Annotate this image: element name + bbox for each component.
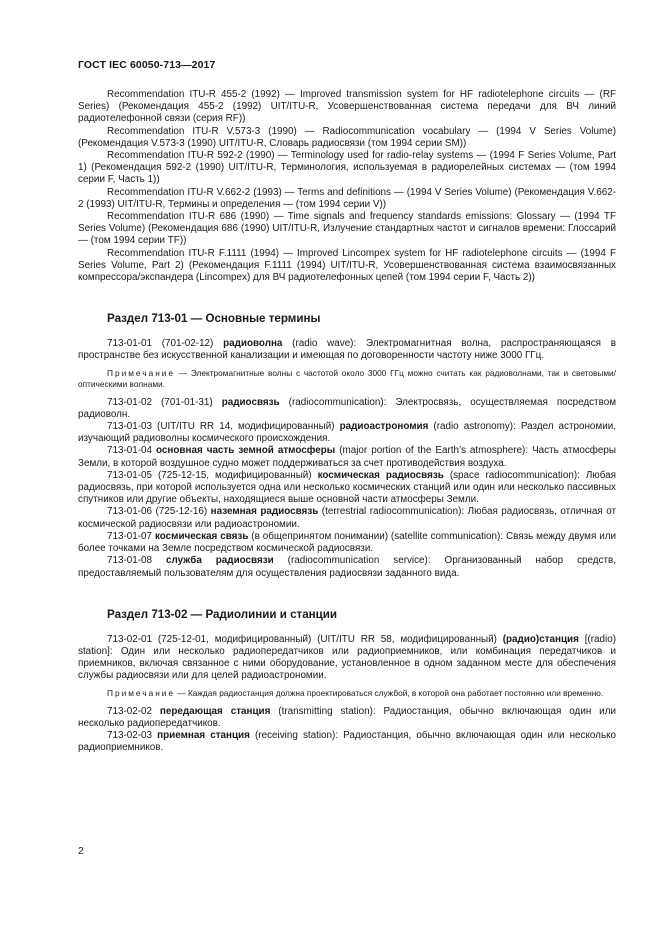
term-entry-713-01-04 [78,445,616,469]
reference-item: Recommendation ITU-R V.573-3 (1990) — Radiocommunication vocabulary — (1994 V Series Volume) (Рекомендация V.573-3 (1990) UIT/ITU-R, Словарь радиосвязи (том 1994 серии SM)) [78,125,616,149]
term-name: служба радиосвязи [165,555,274,567]
term-number: 713-02-03 [107,729,158,741]
note [78,368,616,390]
term-entry-713-02-03 [78,730,616,754]
term-entry-713-02-01 [78,634,616,683]
term-number: 713-01-07 [107,530,155,542]
term-name: космическая радиосвязь [317,469,444,481]
term-name: радиосвязь [221,396,280,408]
term-definition: (radiocommunication service): Организованный набор средств, предоставляемый пользователям для осуществления радиосвязи заданного вида. [78,555,617,579]
term-name: основная часть земной атмосферы [156,445,336,457]
term-entry-713-01-08 [78,555,616,579]
term-definition: (radiocommunication): Электросвязь, осуществляемая посредством радиоволн. [78,396,617,420]
term-entry-713-02-02 [78,706,616,730]
note-label: Примечание [107,367,176,378]
term-definition: (radio astronomy): Раздел астрономии, изучающий радиоволны космического происхождения. [78,421,616,445]
term-name: приемная станция [157,729,250,741]
term-definition: (major portion of the Earth’s atmosphere): Часть атмосферы Земли, в которой воздушное судно может поддерживаться за счет противодействия воздуха. [78,445,616,469]
term-name: космическая связь [154,530,249,542]
term-number: 713-01-01 (701-02-12) [107,338,224,350]
term-number: 713-02-02 [107,705,160,717]
term-name: радиоволна [223,338,283,350]
term-number: 713-01-04 [107,445,157,457]
note-text: — Каждая радиостанция должна проектироваться службой, в которой она работает постоянно или временно. [175,687,604,698]
term-definition: (transmitting station): Радиостанция, обычно включающая один или несколько радиопередатчиков. [78,705,616,729]
note-label: Примечание [107,687,176,698]
reference-item: Recommendation ITU-R 686 (1990) — Time signals and frequency standards emissions: Glossary — (1994 TF Series Volume) (Рекомендация 686 (1990) UIT/ITU-R, Излучение стандартных частот и сигналов времени: Глоссарий — (том 1994 серии TF)) [78,211,616,247]
term-definition: (space radiocommunication): Любая радиосвязь, при которой используется одна или несколько космических станций или один или несколько пассивных спутников или другие объекты, находящиеся выше основной части атмосферы Земли. [78,469,616,506]
term-definition: (в общепринятом понимании) (satellite communication): Связь между двумя или более точками на Земле посредством космической радиосвязи. [78,530,616,555]
term-number: 713-01-05 (725-12-15, модифицированный) [107,469,318,481]
section-heading-713-02: Раздел 713-02 — Радиолинии и станции [107,607,338,621]
term-definition: [(radio) station]: Один или несколько радиопередатчиков или радиоприемников, или комбинация передатчиков и приемников, включая связанное с ними оборудование, установленное в одном заданном месте для обеспечения службы радиосвязи или для целей радиоастрономии. [78,633,616,682]
term-entry-713-01-03 [78,421,616,445]
term-definition: (radio wave): Электромагнитная волна, распространяющаяся в пространстве без искусственной канализации и имеющая по договоренности частоту ниже 3000 ГГц. [78,338,617,362]
term-number: 713-01-03 (UIT/ITU RR 14, модифицированный) [107,421,340,433]
note-text: — Электромагнитные волны с частотой около 3000 ГГц можно считать как радиоволнами, так и световыми/оптическими волнами. [78,367,616,389]
term-entry-713-01-05 [78,470,616,507]
term-number: 713-01-08 [107,555,166,567]
reference-item: Recommendation ITU-R 592-2 (1990) — Terminology used for radio-relay systems — (1994 F Series Volume, Part 1) (Рекомендация 592-2 (1990) UIT/ITU-R, Терминология, используемая в радиорелейных системах — (том 1994 серии F, Часть 1)) [78,150,616,186]
term-definition: (terrestrial radiocommunication): Любая радиосвязь, отличная от космической радиосвязи или радиоастрономии. [78,506,616,530]
term-number: 713-02-01 (725-12-01, модифицированный) (UIT/ITU RR 58, модифицированный) [107,633,503,645]
term-name: радиоастрономия [339,421,429,433]
document-header: ГОСТ IEC 60050-713—2017 [78,59,216,71]
page-number: 2 [78,846,84,857]
reference-item: Recommendation ITU-R V.662-2 (1993) — Terms and definitions — (1994 V Series Volume) (Рекомендация V.662-2 (1993) UIT/ITU-R, Термины и определения — (том 1994 серии V)) [78,186,616,210]
term-entry-713-01-01 [78,338,616,362]
term-name: наземная радиосвязь [210,506,319,518]
section-heading-713-01: Раздел 713-01 — Основные термины [107,312,321,326]
term-number: 713-01-02 (701-01-31) [107,396,222,408]
note [78,688,616,699]
term-entry-713-01-02 [78,397,616,421]
term-definition: (receiving station): Радиостанция, обычно включающая один или несколько радиоприемников. [78,729,617,754]
reference-item: Recommendation ITU-R F.1111 (1994) — Improved Lincompex system for HF radiotelephone circuits — (1994 F Series Volume, Part 2) (Рекомендация F.1111 (1994) UIT/ITU-R, Усовершенствованная система взаимосвязанных компрессора/экспандера (Lincompex) для ВЧ радиотелефонных цепей (том 1994 серии F, Часть 2)) [78,247,616,284]
reference-item: Recommendation ITU-R 455-2 (1992) — Improved transmission system for HF radiotelephone circuits — (RF Series) (Рекомендация 455-2 (1992) UIT/ITU-R, Усовершенствованная система передачи для ВЧ линий радиотелефонной связи (серия RF)) [78,89,616,125]
term-name: (радио)станция [502,633,579,645]
term-entry-713-01-06 [78,506,616,530]
page-content [78,89,616,754]
term-name: передающая станция [159,705,271,717]
term-entry-713-01-07 [78,531,616,555]
term-number: 713-01-06 (725-12-16) [107,506,211,518]
